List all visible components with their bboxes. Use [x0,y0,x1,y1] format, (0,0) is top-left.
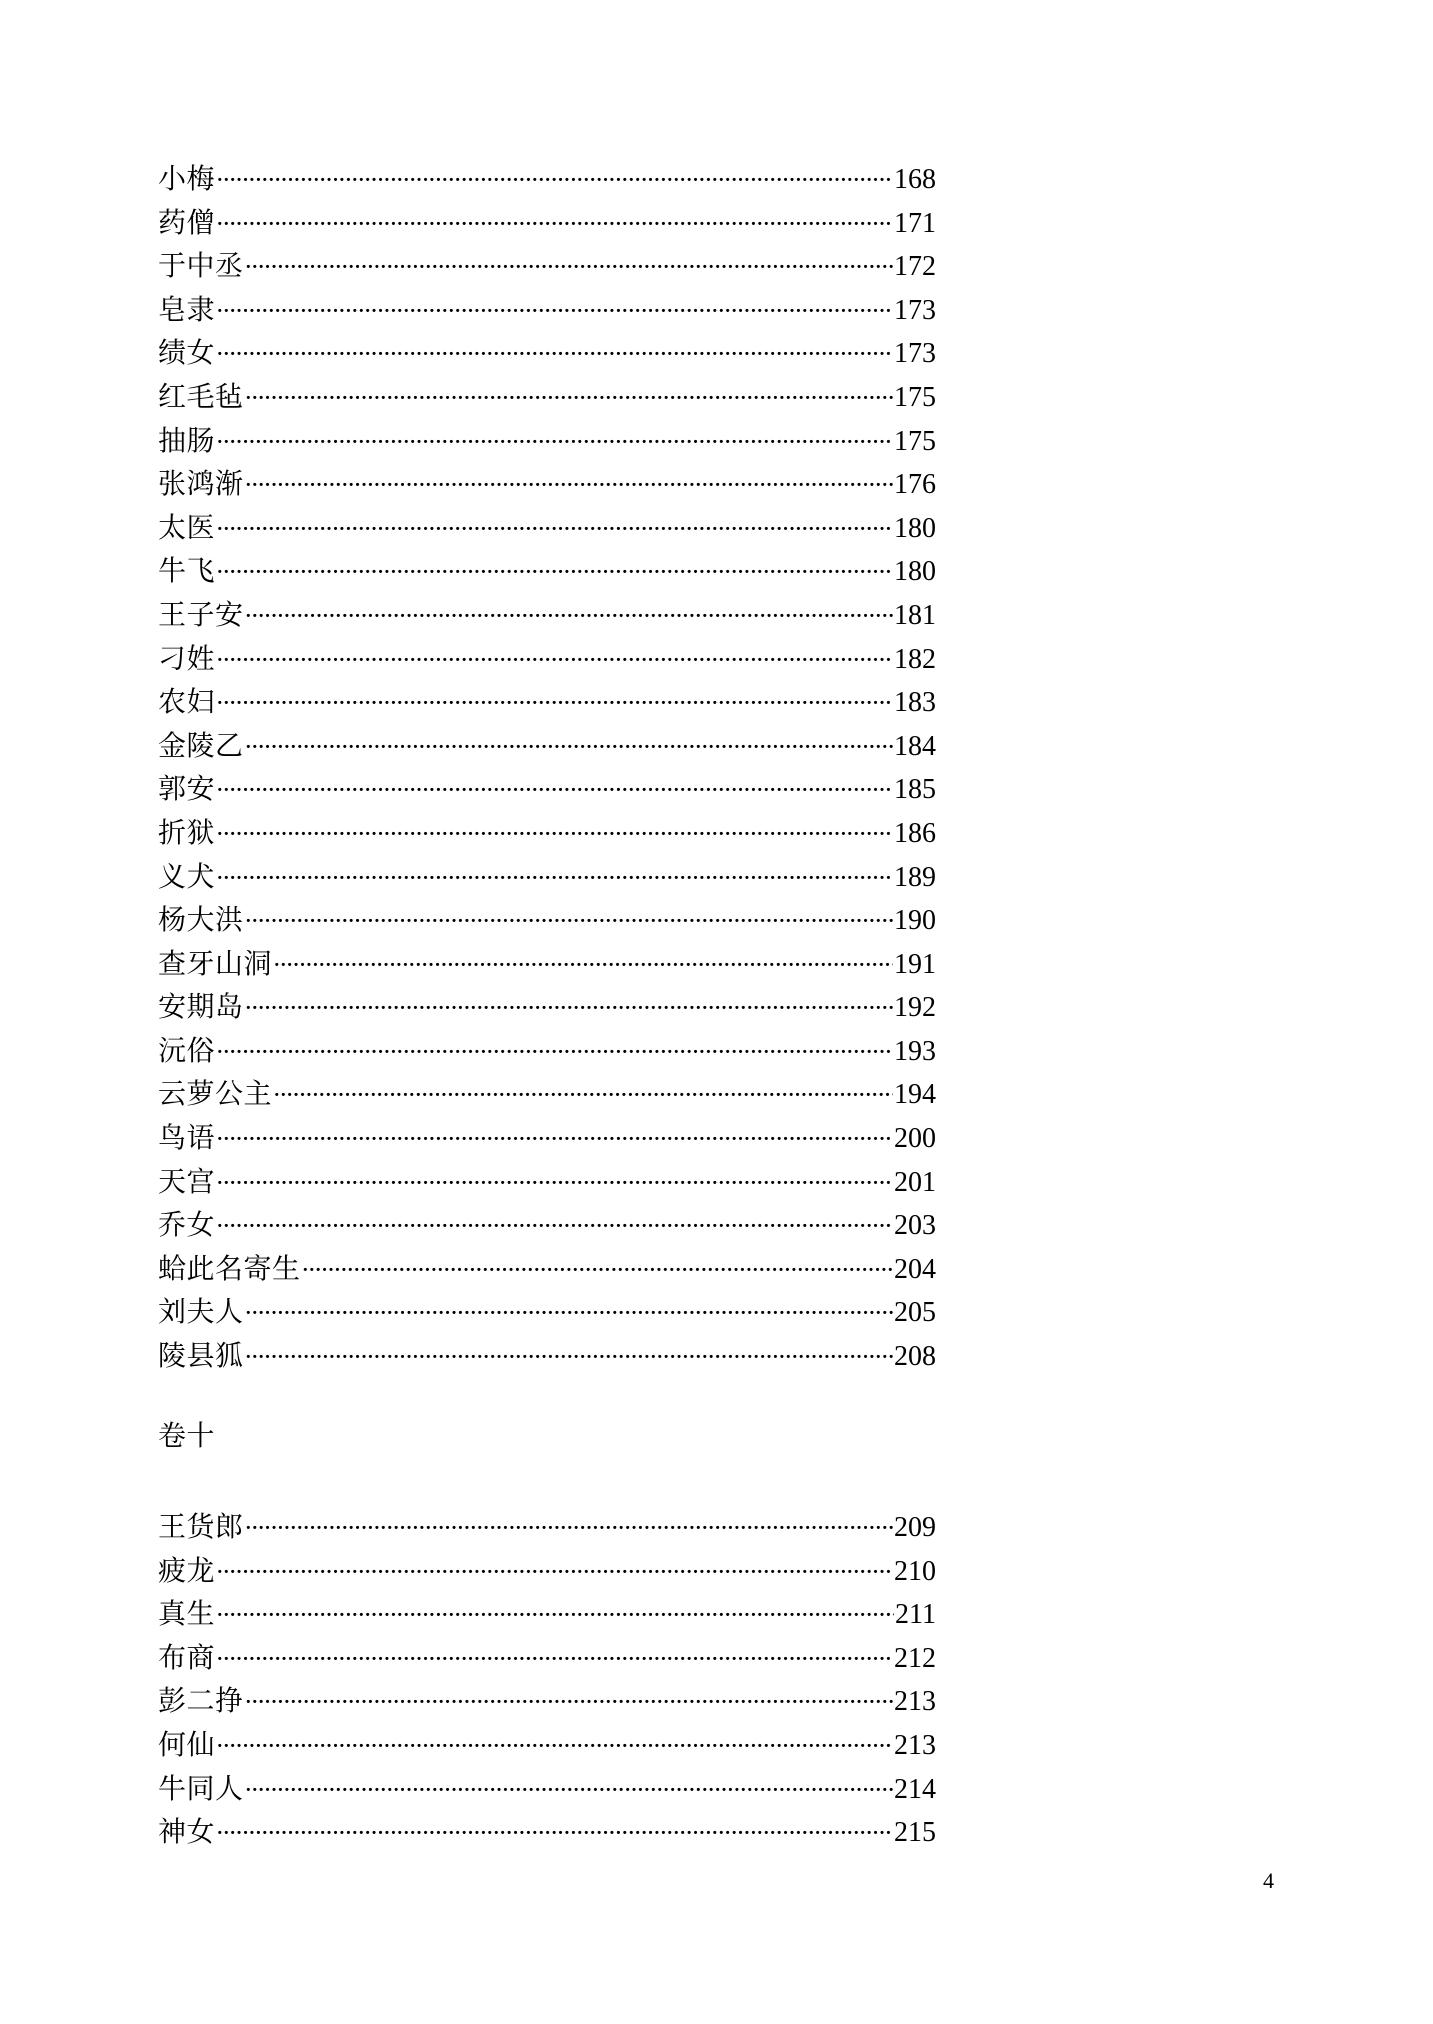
toc-entry-page-number: 193 [894,1035,936,1067]
toc-entry [158,1767,936,1811]
dot-leader [216,551,893,595]
table-of-contents-part-2 [158,1505,936,1854]
dot-leader [216,159,893,203]
toc-entry-page-number: 213 [894,1729,936,1761]
dot-leader [216,1725,893,1769]
toc-entry [158,811,936,855]
toc-entry-page-number: 210 [894,1555,936,1587]
toc-entry-title: 乔女 [158,1208,216,1242]
toc-entry-page-number: 212 [894,1642,936,1674]
toc-entry-title: 太医 [158,510,216,544]
page-number: 4 [1263,1868,1274,1893]
toc-entry-title: 蛤此名寄生 [158,1251,301,1285]
toc-entry-page-number: 168 [894,164,936,195]
toc-entry-title: 皂隶 [158,292,216,326]
toc-entry [158,244,936,288]
toc-entry-title: 绩女 [158,336,216,370]
toc-entry [158,1072,936,1116]
dot-leader [245,246,893,290]
toc-entry-title: 王货郎 [158,1510,244,1543]
toc-entry-title: 于中丞 [158,249,244,283]
dot-leader [216,1205,893,1249]
toc-entry [158,1679,936,1723]
dot-leader [216,639,893,683]
toc-entry-title: 王子安 [158,597,244,631]
toc-entry-page-number: 176 [894,469,936,501]
toc-entry [158,1160,936,1204]
dot-leader [273,944,893,988]
toc-entry-title: 郭安 [158,772,216,806]
toc-entry-page-number: 175 [894,381,936,413]
toc-entry-page-number: 190 [894,905,936,937]
dot-leader [216,769,893,813]
toc-entry-page-number: 181 [894,599,936,631]
toc-entry-title: 陵县狐 [158,1339,244,1373]
toc-entry-title: 布商 [158,1640,216,1674]
dot-leader [245,1769,893,1813]
toc-entry-page-number: 180 [894,512,936,544]
toc-entry-title: 刘夫人 [158,1295,244,1329]
toc-entry [158,331,936,375]
dot-leader [302,1249,893,1293]
toc-entry-page-number: 183 [894,687,936,719]
toc-entry-page-number: 173 [894,338,936,370]
dot-leader [245,1507,893,1551]
toc-entry-title: 彭二挣 [158,1684,244,1718]
toc-entry [158,724,936,768]
toc-entry-page-number: 184 [894,730,936,762]
toc-entry [158,767,936,811]
toc-entry [158,1290,936,1334]
dot-leader [216,333,893,377]
dot-leader [245,900,893,944]
toc-entry [158,462,936,506]
toc-entry-title: 抽肠 [158,423,216,457]
table-of-contents-part-1 [158,157,936,1378]
toc-entry [158,1636,936,1680]
toc-entry-page-number: 203 [894,1210,936,1242]
toc-entry [158,157,936,201]
dot-leader [245,1336,893,1380]
toc-entry-title: 刁姓 [158,641,216,675]
toc-entry [158,855,936,899]
toc-entry-page-number: 182 [894,643,936,675]
dot-leader [216,1162,893,1206]
toc-entry-page-number: 180 [894,556,936,588]
toc-entry [158,1505,936,1549]
toc-entry-title: 安期岛 [158,990,244,1024]
toc-entry [158,985,936,1029]
toc-entry-title: 义犬 [158,859,216,893]
toc-entry-title: 张鸿渐 [158,467,244,501]
toc-entry-page-number: 213 [894,1686,936,1718]
toc-entry-title: 云萝公主 [158,1077,273,1111]
toc-entry-page-number: 211 [895,1599,936,1631]
toc-entry-title: 折狱 [158,815,216,849]
toc-entry-page-number: 175 [894,425,936,457]
dot-leader [216,1594,894,1638]
toc-entry [158,1116,936,1160]
dot-leader [216,813,893,857]
toc-entry [158,1549,936,1593]
toc-entry [158,1810,936,1854]
dot-leader [216,857,893,901]
dot-leader [245,726,893,770]
toc-entry [158,593,936,637]
toc-entry-title: 小梅 [158,162,216,195]
dot-leader [216,203,893,247]
toc-entry [158,1247,936,1291]
dot-leader [216,1118,893,1162]
toc-entry [158,1029,936,1073]
dot-leader [216,508,893,552]
toc-entry [158,680,936,724]
toc-entry-title: 真生 [158,1597,216,1631]
toc-entry-page-number: 215 [894,1817,936,1849]
toc-entry-title: 牛同人 [158,1771,244,1805]
section-heading: 卷十 [158,1419,216,1452]
toc-entry [158,1592,936,1636]
toc-entry-page-number: 171 [894,207,936,239]
toc-entry-page-number: 208 [894,1341,936,1373]
toc-entry-title: 查牙山洞 [158,946,273,980]
toc-entry [158,506,936,550]
toc-entry-page-number: 214 [894,1773,936,1805]
toc-entry-title: 天宫 [158,1164,216,1198]
dot-leader [216,1031,893,1075]
toc-entry [158,419,936,463]
toc-entry-title: 红毛毡 [158,379,244,413]
toc-entry-page-number: 191 [894,948,936,980]
toc-entry [158,201,936,245]
toc-entry [158,1723,936,1767]
dot-leader [245,595,893,639]
toc-entry-title: 牛飞 [158,554,216,588]
dot-leader [273,1074,893,1118]
toc-entry-title: 何仙 [158,1727,216,1761]
toc-entry [158,375,936,419]
toc-entry-page-number: 194 [894,1079,936,1111]
dot-leader [245,987,893,1031]
toc-entry-title: 沅俗 [158,1033,216,1067]
toc-entry-title: 金陵乙 [158,728,244,762]
toc-entry-page-number: 201 [894,1166,936,1198]
toc-entry [158,942,936,986]
toc-entry [158,898,936,942]
toc-entry-page-number: 185 [894,774,936,806]
toc-entry-title: 神女 [158,1815,216,1849]
toc-entry-page-number: 209 [894,1512,936,1543]
toc-entry-page-number: 205 [894,1297,936,1329]
toc-entry-page-number: 204 [894,1253,936,1285]
dot-leader [216,1812,893,1856]
toc-entry-title: 药僧 [158,205,216,239]
toc-entry-title: 杨大洪 [158,903,244,937]
dot-leader [216,1551,893,1595]
toc-entry [158,549,936,593]
toc-entry-page-number: 186 [894,817,936,849]
toc-entry-title: 疲龙 [158,1553,216,1587]
dot-leader [245,1292,893,1336]
toc-entry-title: 农妇 [158,685,216,719]
toc-entry-page-number: 189 [894,861,936,893]
dot-leader [216,421,893,465]
dot-leader [245,1681,893,1725]
toc-entry [158,637,936,681]
toc-entry-page-number: 200 [894,1123,936,1155]
dot-leader [216,1638,893,1682]
toc-entry [158,1334,936,1378]
toc-entry-page-number: 172 [894,251,936,283]
dot-leader [216,290,893,334]
dot-leader [216,682,893,726]
toc-entry-page-number: 173 [894,294,936,326]
toc-entry [158,288,936,332]
dot-leader [245,464,893,508]
toc-entry [158,1203,936,1247]
toc-entry-page-number: 192 [894,992,936,1024]
toc-entry-title: 鸟语 [158,1121,216,1155]
dot-leader [245,377,893,421]
